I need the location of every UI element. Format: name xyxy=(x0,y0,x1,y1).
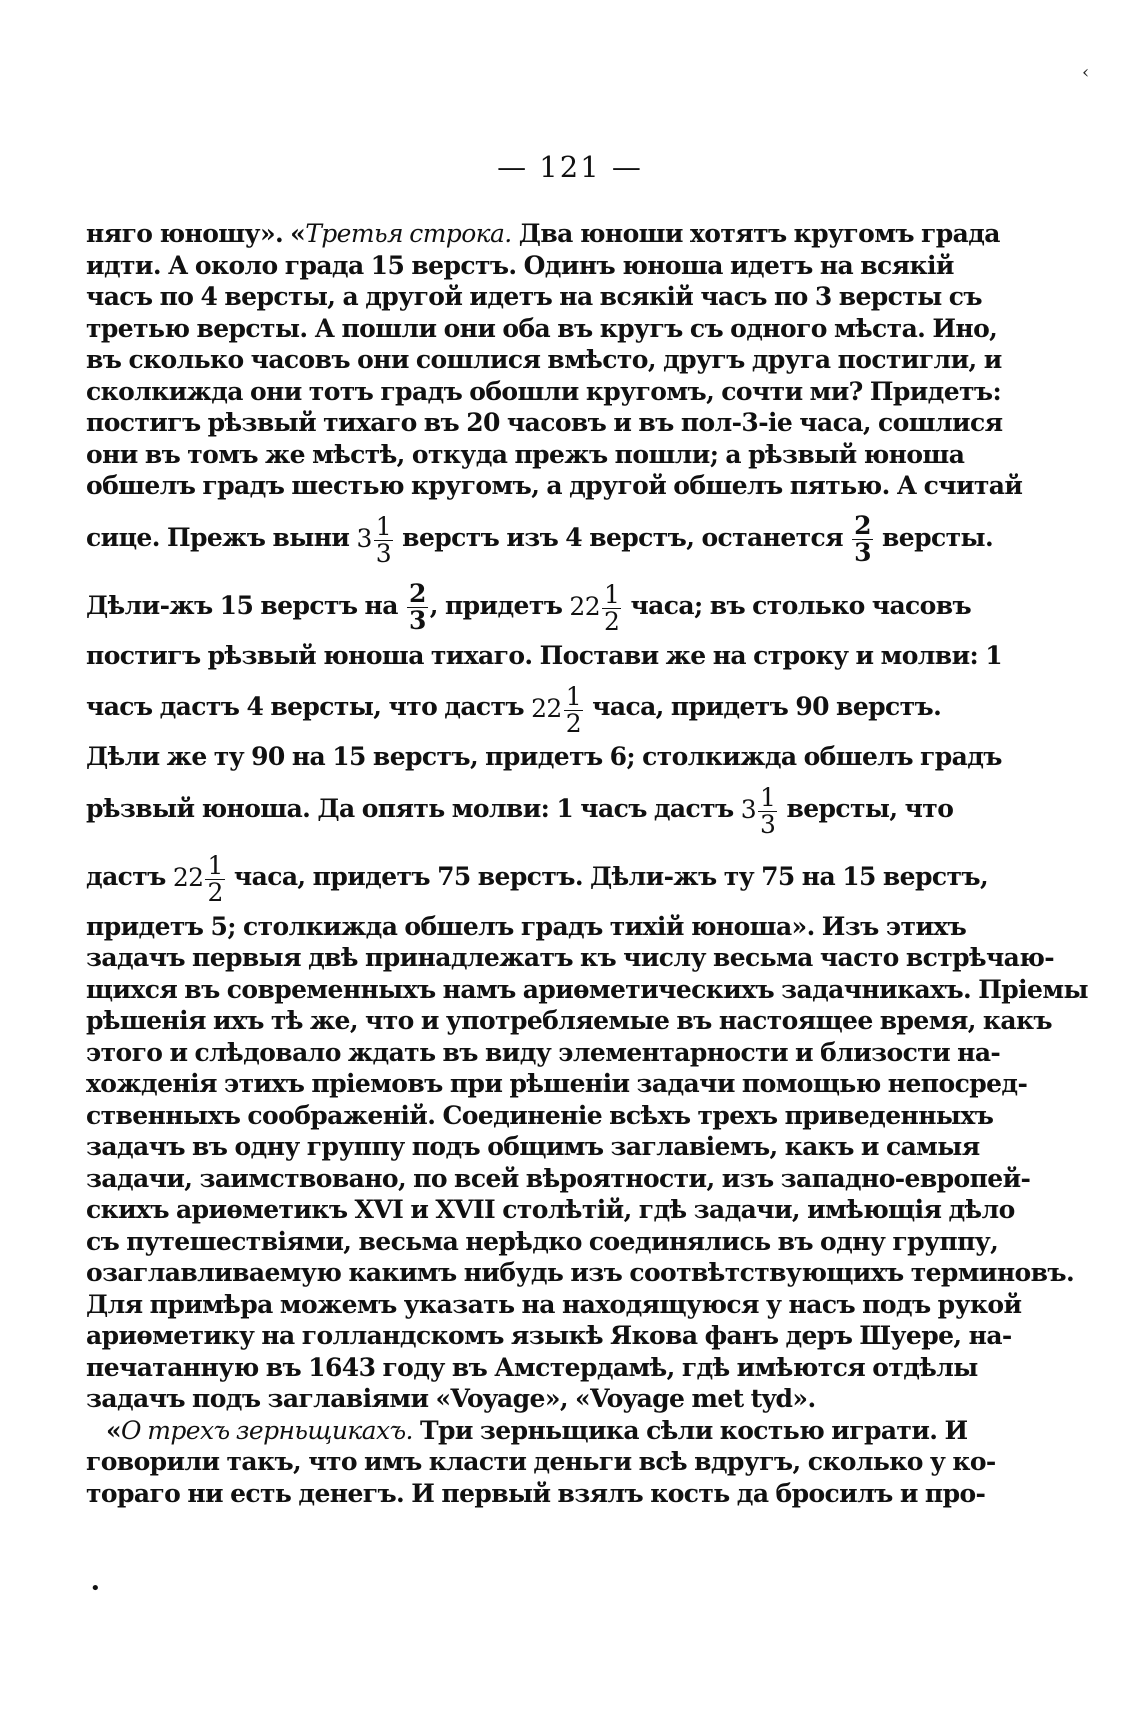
fraction xyxy=(205,853,224,906)
fraction xyxy=(602,582,621,635)
text-run: верстъ изъ 4 верстъ, останется xyxy=(395,522,851,552)
whole-part: 22 xyxy=(531,693,562,723)
text-line: ариѳметику на голландскомъ языкѣ Якова фанъ деръ Шуере, на- xyxy=(86,1321,1012,1350)
italic-heading: Третья строка. xyxy=(305,219,512,248)
text-line xyxy=(86,218,1000,250)
text-line: обшелъ градъ шестью кругомъ, а другой обшелъ пятью. А считай xyxy=(86,471,1023,500)
numerator: 2 xyxy=(854,510,871,540)
whole-part: 22 xyxy=(172,863,204,892)
text-line: Для примѣра можемъ указать на находящуюся у насъ подъ рукой xyxy=(86,1289,1022,1319)
text-line: тораго ни есть денегъ. И первый взялъ кость да бросилъ и про- xyxy=(86,1478,986,1508)
text-run: , придетъ xyxy=(429,590,570,620)
text-run: версты. xyxy=(874,522,994,552)
denominator: 3 xyxy=(375,539,392,568)
text-line: постигъ рѣзвый тихаго въ 20 часовъ и въ пол-3-іе часа, сошлися xyxy=(86,408,1003,437)
text-line: щихся въ современныхъ намъ ариѳметическихъ задачникахъ. Пріемы xyxy=(86,974,1088,1004)
numerator: 2 xyxy=(408,578,426,608)
text-line: рѣшенія ихъ тѣ же, что и употребляемые въ настоящее время, какъ xyxy=(86,1006,1052,1035)
numerator: 1 xyxy=(207,851,223,880)
numerator: 1 xyxy=(565,681,582,711)
mixed-number xyxy=(569,575,623,639)
italic-heading: О трехъ зерньщикахъ. xyxy=(121,1415,413,1445)
text-run: версты, что xyxy=(779,793,954,823)
fraction xyxy=(852,510,873,567)
whole-part: 3 xyxy=(356,524,372,553)
text-line: придетъ 5; столкижда обшелъ градъ тихій юноша». Изъ этихъ xyxy=(86,911,967,941)
text-run: рѣзвый юноша. Да опять молви: 1 часъ дастъ xyxy=(86,793,741,823)
body-text xyxy=(86,218,1088,1509)
denominator: 2 xyxy=(604,607,620,636)
text-run: сице. Прежъ выни xyxy=(86,522,357,552)
text-line: идти. А около града 15 верстъ. Одинъ юноша идетъ на всякій xyxy=(86,250,954,280)
text-line: задачъ въ одну группу подъ общимъ заглавіемъ, какъ и самыя xyxy=(86,1132,980,1161)
text-line: задачъ подъ заглавіями «Voyage», «Voyage met tyd». xyxy=(86,1384,816,1413)
text-line-with-fractions xyxy=(86,777,954,841)
bottom-dot: • xyxy=(90,1578,101,1599)
text-line: въ сколько часовъ они сошлися вмѣсто, другъ друга постигли, и xyxy=(86,345,1002,374)
text-run: дастъ xyxy=(86,861,173,891)
mixed-number xyxy=(531,677,585,741)
numerator: 1 xyxy=(604,580,620,609)
mixed-number xyxy=(741,778,780,842)
text-run: часа; въ столько часовъ xyxy=(623,590,972,620)
text-line: хожденія этихъ пріемовъ при рѣшеніи задачи помощью непосред- xyxy=(86,1069,1028,1098)
text-line-with-fractions xyxy=(86,675,942,739)
text-run: часа, придетъ 90 верстъ. xyxy=(585,692,942,721)
text-line: они въ томъ же мѣстѣ, откуда прежъ пошли; а рѣзвый юноша xyxy=(86,439,965,469)
text-line xyxy=(86,1415,968,1447)
mixed-number xyxy=(356,507,395,571)
fraction xyxy=(564,681,583,738)
page-number: — 121 — xyxy=(497,150,643,184)
numerator: 1 xyxy=(375,512,392,541)
text-run: часъ дастъ 4 версты, что дастъ xyxy=(86,692,532,721)
text-line: озаглавливаемую какимъ нибудь изъ соотвѣтствующихъ терминовъ. xyxy=(86,1258,1075,1287)
fraction xyxy=(407,578,428,635)
fraction xyxy=(374,514,393,567)
mixed-number xyxy=(173,846,227,910)
denominator: 2 xyxy=(565,708,582,738)
numerator: 1 xyxy=(760,783,776,812)
text-line: говорили такъ, что имъ класти деньги всѣ вдругъ, сколько у ко- xyxy=(86,1447,996,1476)
fraction xyxy=(758,785,777,838)
text-run: « xyxy=(106,1415,122,1445)
text-line: ственныхъ соображеній. Соединеніе всѣхъ трехъ приведенныхъ xyxy=(86,1100,994,1130)
text-run: часа, придетъ 75 верстъ. Дѣли-жъ ту 75 на 15 верстъ, xyxy=(226,861,989,891)
text-line: задачъ первыя двѣ принадлежатъ къ числу весьма часто встрѣчаю- xyxy=(86,943,1055,972)
text-line: третью версты. А пошли они оба въ кругъ съ одного мѣста. Ино, xyxy=(86,313,998,343)
text-run: няго юношу». « xyxy=(86,219,306,248)
text-line: этого и слѣдовало ждать въ виду элементарности и близости на- xyxy=(86,1037,1001,1067)
text-line: постигъ рѣзвый юноша тихаго. Постави же на строку и молви: 1 xyxy=(86,640,1003,670)
whole-part: 3 xyxy=(740,795,757,824)
denominator: 3 xyxy=(408,605,426,635)
text-line-with-fractions xyxy=(86,845,989,909)
text-line: задачи, заимствовано, по всей вѣроятности, изъ западно-европей- xyxy=(86,1163,1031,1193)
text-line: скихъ ариѳметикъ XVI и XVII столѣтій, гдѣ задачи, имѣющія дѣло xyxy=(86,1195,1015,1224)
text-run: Два юноши хотятъ кругомъ града xyxy=(511,219,1000,248)
text-line: сколкижда они тотъ градъ обошли кругомъ, сочти ми? Придетъ: xyxy=(86,376,1002,406)
denominator: 3 xyxy=(760,810,776,839)
denominator: 3 xyxy=(854,537,871,567)
text-line: печатанную въ 1643 году въ Амстердамѣ, гдѣ имѣются отдѣлы xyxy=(86,1352,978,1382)
corner-mark: ‹ xyxy=(1082,62,1090,83)
text-run: Дѣли-жъ 15 верстъ на xyxy=(86,590,405,620)
text-line-with-fractions xyxy=(86,506,994,570)
text-run: Три зерньщика сѣли костью играти. И xyxy=(412,1415,968,1445)
whole-part: 22 xyxy=(569,592,601,621)
text-line: часъ по 4 версты, а другой идетъ на всякій часъ по 3 версты съ xyxy=(86,282,982,311)
text-line-with-fractions xyxy=(86,574,972,638)
text-line: съ путешествіями, весьма нерѣдко соединялись въ одну группу, xyxy=(86,1226,999,1256)
denominator: 2 xyxy=(207,878,223,907)
text-line: Дѣли же ту 90 на 15 верстъ, придетъ 6; столкижда обшелъ градъ xyxy=(86,742,1002,771)
